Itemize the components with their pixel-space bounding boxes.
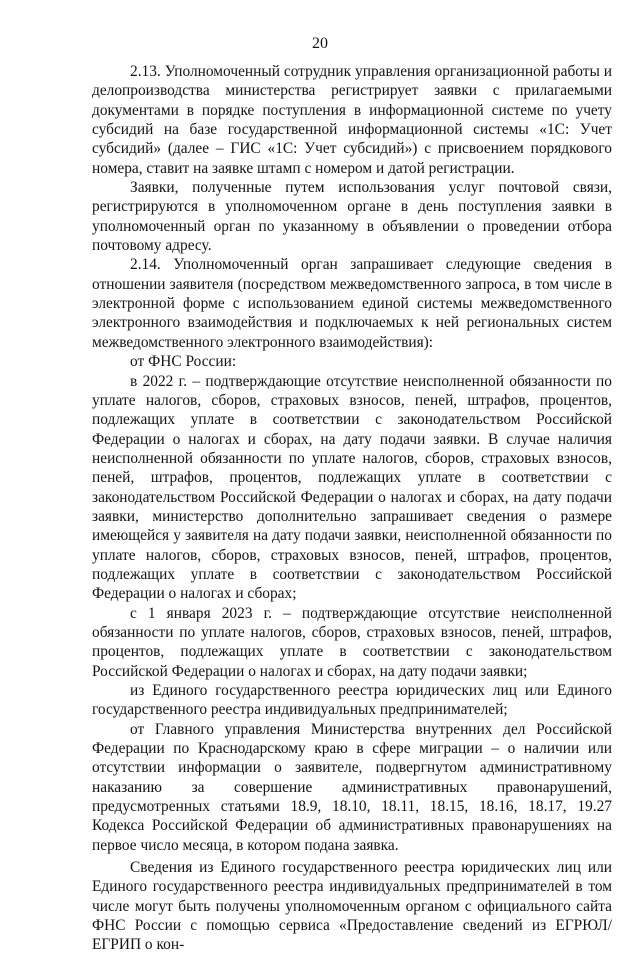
paragraph-2023: с 1 января 2023 г. – подтверждающие отсутствие неисполненной обязанности по уплате налогов, сборов, страховых взносов, пеней, штрафов, процентов, подлежащих уплате в соответствии с законодательством Российской Федерации о налогах и сборах, на дату подачи заявки; [92, 604, 612, 680]
paragraph-mvd: от Главного управления Министерства внутренних дел Российской Федерации по Краснодарскому краю в сфере миграции – о наличии или отсутствии информации о заявителе, подвергнутом административному наказанию за совершение административных правонарушений, предусмотренных статьями 18.9, 18.10, 18.11, 18.15, 18.16, 18.17, 19.27 Кодекса Российской Федерации об административных правонарушениях на первое число месяца, в котором подана заявка. [92, 720, 612, 854]
page-number: 20 [312, 35, 328, 52]
paragraph-egrul: из Единого государственного реестра юридических лиц или Единого государственного реестра индивидуальных предпринимателей; [92, 682, 612, 719]
paragraph-2022: в 2022 г. – подтверждающие отсутствие неисполненной обязанности по уплате налогов, сборов, страховых взносов, пеней, штрафов, процентов, подлежащих уплате в соответствии с законодательством Российской Федерации о налогах и сборах, на дату подачи заявки. В случае наличия неисполненной обязанности по уплате налогов, сборов, страховых взносов, пеней, штрафов, процентов, подлежащих уплате в соответствии с законодательством Российской Федерации о налогах и сборах, на дату подачи заявки, министерство дополнительно запрашивает сведения о размере имеющейся у заявителя на дату подачи заявки, неисполненной обязанности по уплате налогов, сборов, страховых взносов, пеней, штрафов, процентов, подлежащих уплате в соответствии с законодательством Российской Федерации о налогах и сборах; [92, 372, 612, 603]
paragraph-2-13: 2.13. Уполномоченный сотрудник управления организационной работы и делопроизводства министерства регистрирует заявки с прилагаемыми документами в порядке поступления в информационной системе по учету субсидий на базе государственной информационной системы «1С: Учет субсидий» (далее – ГИС «1С: Учет субсидий») с присвоением порядкового номера, ставит на заявке штамп с номером и датой регистрации. [92, 63, 612, 177]
paragraph-egrul-info: Сведения из Единого государственного реестра юридических лиц или Единого государственного реестра индивидуальных предпринимателей в том числе могут быть получены уполномоченным органом с официального сайта ФНС России с помощью сервиса «Предоставление сведений из ЕГРЮЛ/ЕГРИП о кон- [92, 859, 612, 954]
paragraph-2-14: 2.14. Уполномоченный орган запрашивает следующие сведения в отношении заявителя (посредством межведомственного запроса, в том числе в электронной форме с использованием единой системы межведомственного электронного взаимодействия и подключаемых к ней региональных систем межведомственного электронного взаимодействия): [92, 256, 612, 351]
paragraph-fns-heading: от ФНС России: [130, 353, 237, 371]
document-body [92, 62, 612, 955]
paragraph-postal-applications: Заявки, полученные путем использования услуг почтовой связи, регистрируются в уполномоченном органе в день поступления заявки в уполномоченный орган по указанному в объявлении о проведении отбора почтовому адресу. [92, 179, 612, 255]
